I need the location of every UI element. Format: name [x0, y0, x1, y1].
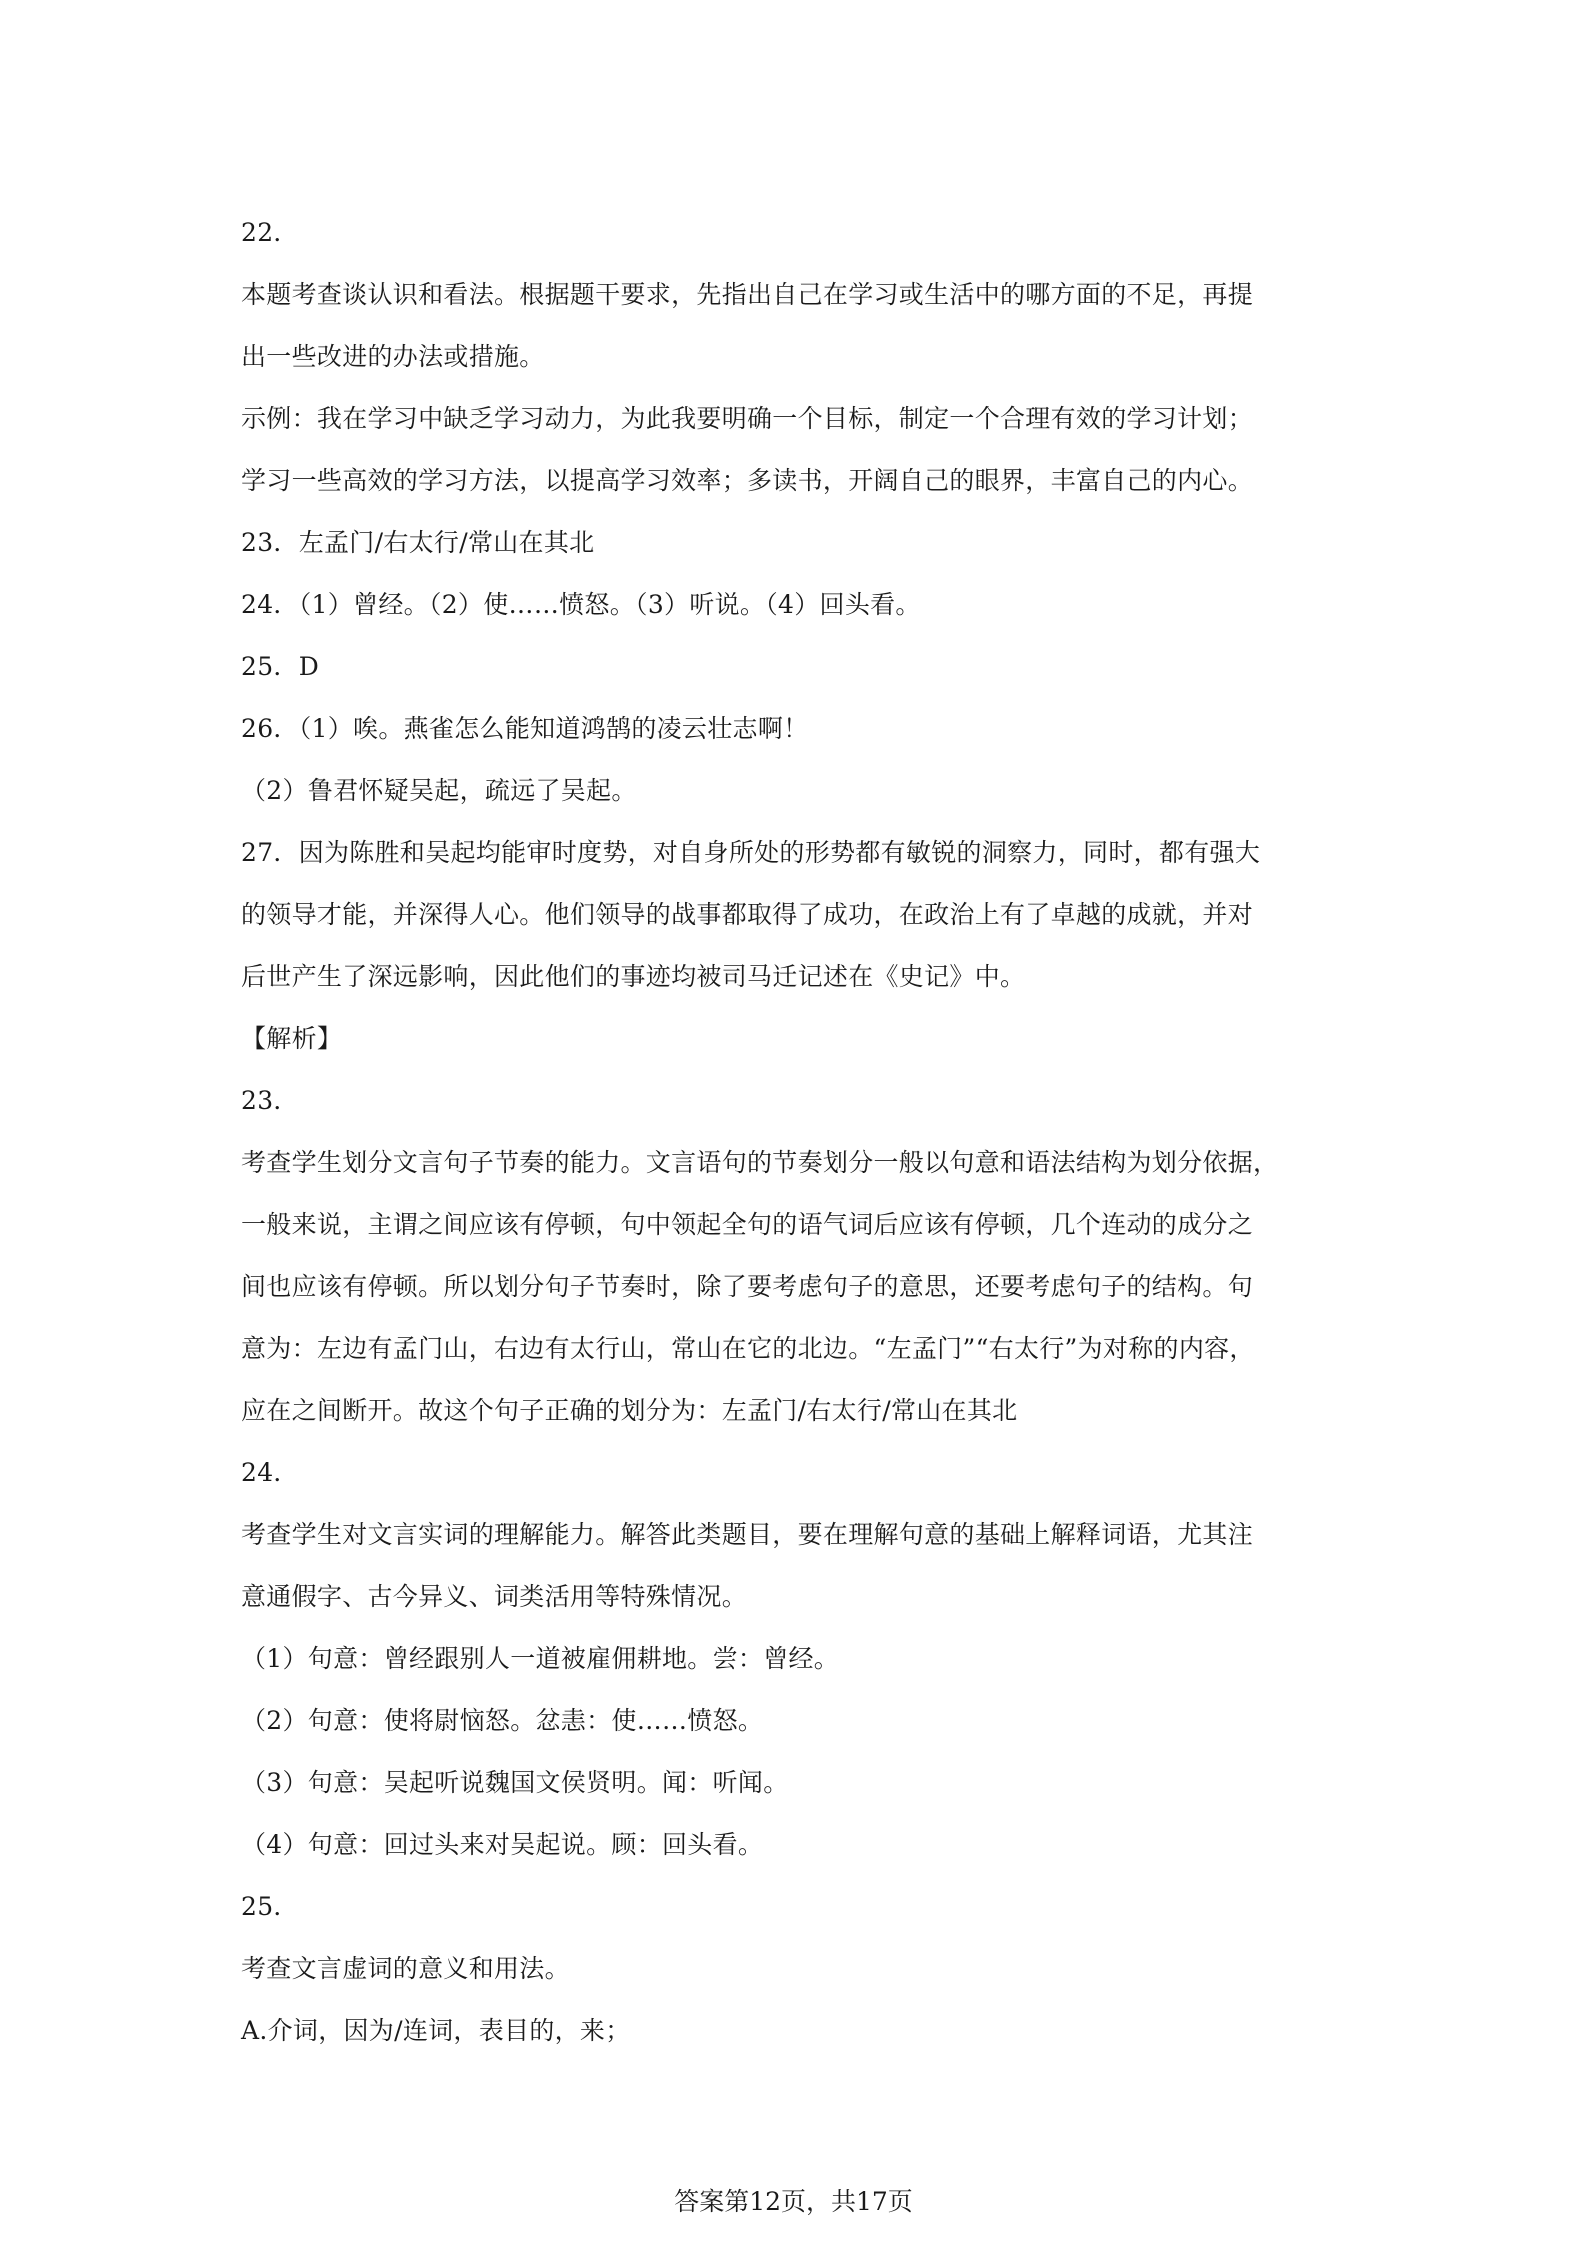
- text-line: 本题考查谈认识和看法。根据题干要求，先指出自己在学习或生活中的哪方面的不足，再提: [241, 280, 1254, 309]
- text-line: 间也应该有停顿。所以划分句子节奏时，除了要考虑句子的意思，还要考虑句子的结构。句: [241, 1272, 1254, 1301]
- text-line: 26．（1）唉。燕雀怎么能知道鸿鹄的凌云壮志啊！: [241, 714, 809, 743]
- text-line: 出一些改进的办法或措施。: [241, 342, 545, 371]
- text-line: （2）鲁君怀疑吴起，疏远了吴起。: [241, 776, 637, 805]
- text-line: 一般来说，主谓之间应该有停顿，句中领起全句的语气词后应该有停顿，几个连动的成分之: [241, 1210, 1254, 1239]
- text-line: 24．（1）曾经。（2）使……愤怒。（3）听说。（4）回头看。: [241, 590, 921, 619]
- text-line: A.介词，因为/连词，表目的，来；: [241, 2016, 631, 2045]
- text-line: 考查学生对文言实词的理解能力。解答此类题目，要在理解句意的基础上解释词语，尤其注: [241, 1520, 1254, 1549]
- text-line: 27．因为陈胜和吴起均能审时度势，对自身所处的形势都有敏锐的洞察力，同时，都有强大: [241, 838, 1261, 867]
- text-line: 意通假字、古今异义、词类活用等特殊情况。: [241, 1582, 748, 1611]
- text-line: 考查学生划分文言句子节奏的能力。文言语句的节奏划分一般以句意和语法结构为划分依据，: [241, 1148, 1279, 1177]
- text-line: 24．: [241, 1458, 299, 1487]
- text-line: 示例：我在学习中缺乏学习动力，为此我要明确一个目标，制定一个合理有效的学习计划；: [241, 404, 1254, 433]
- text-line: 25．D: [241, 652, 320, 681]
- text-line: 25．: [241, 1892, 299, 1921]
- text-line: 应在之间断开。故这个句子正确的划分为：左孟门/右太行/常山在其北: [241, 1396, 1018, 1425]
- text-line: 学习一些高效的学习方法，以提高学习效率；多读书，开阔自己的眼界，丰富自己的内心。: [241, 466, 1254, 495]
- text-line: 23．左孟门/右太行/常山在其北: [241, 528, 595, 557]
- text-line: 23．: [241, 1086, 299, 1115]
- text-line: （3）句意：吴起听说魏国文侯贤明。闻：听闻。: [241, 1768, 789, 1797]
- text-line: 22．: [241, 218, 299, 247]
- text-line: （4）句意：回过头来对吴起说。顾：回头看。: [241, 1830, 764, 1859]
- text-line: 后世产生了深远影响，因此他们的事迹均被司马迁记述在《史记》中。: [241, 962, 1026, 991]
- text-line: （2）句意：使将尉恼怒。忿恚：使……愤怒。: [241, 1706, 764, 1735]
- text-line: 的领导才能，并深得人心。他们领导的战事都取得了成功，在政治上有了卓越的成就，并对: [241, 900, 1254, 929]
- text-line: 考查文言虚词的意义和用法。: [241, 1954, 570, 1983]
- text-line: （1）句意：曾经跟别人一道被雇佣耕地。尝：曾经。: [241, 1644, 840, 1673]
- answer-text: [241, 202, 1366, 2062]
- text-line: 意为：左边有孟门山，右边有太行山，常山在它的北边。“左孟门”“右太行”为对称的内容，: [241, 1334, 1255, 1363]
- section-heading: 【解析】: [241, 1024, 343, 1053]
- page-footer: 答案第12页，共17页: [674, 2187, 913, 2216]
